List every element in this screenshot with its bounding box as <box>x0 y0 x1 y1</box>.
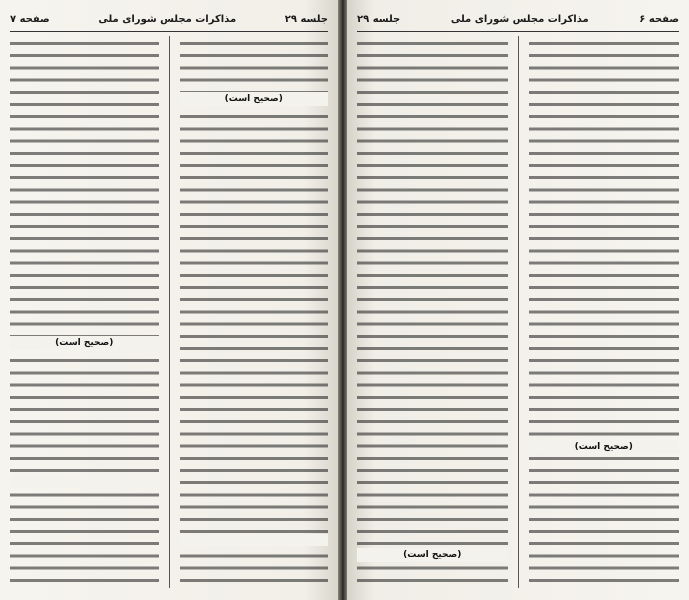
right-page-header <box>357 10 679 28</box>
right-page-left-column <box>357 36 508 588</box>
right-page <box>347 0 689 600</box>
right-header-rule <box>357 31 679 32</box>
left-page-session-label: جلسه ۲۹ <box>284 13 328 25</box>
right-page-session-label: جلسه ۲۹ <box>357 13 401 25</box>
left-page-journal-title: مذاکرات مجلس شورای ملی <box>98 13 237 25</box>
column-divider <box>518 36 519 588</box>
right-page-number: صفحه ۶ <box>639 13 679 25</box>
column-divider <box>169 36 170 588</box>
left-header-rule <box>10 31 328 32</box>
paragraph-break <box>10 476 159 488</box>
left-page-number: صفحه ۷ <box>10 13 50 25</box>
left-page-right-column <box>180 36 329 588</box>
right-page-journal-title: مذاکرات مجلس شورای ملی <box>450 13 589 25</box>
left-page-left-column <box>10 36 159 588</box>
left-page-mark-2: (صحیح است) <box>10 336 159 350</box>
right-page-columns <box>357 36 679 588</box>
right-page-mark-2: (صحیح است) <box>357 548 508 562</box>
book-gutter <box>338 0 347 600</box>
left-page <box>0 0 338 600</box>
left-page-columns <box>10 36 328 588</box>
left-page-header <box>10 10 328 28</box>
right-page-right-column <box>529 36 680 588</box>
paragraph-break <box>180 534 329 546</box>
left-page-mark-1: (صحیح است) <box>180 92 329 106</box>
right-page-mark-1: (صحیح است) <box>529 440 680 454</box>
